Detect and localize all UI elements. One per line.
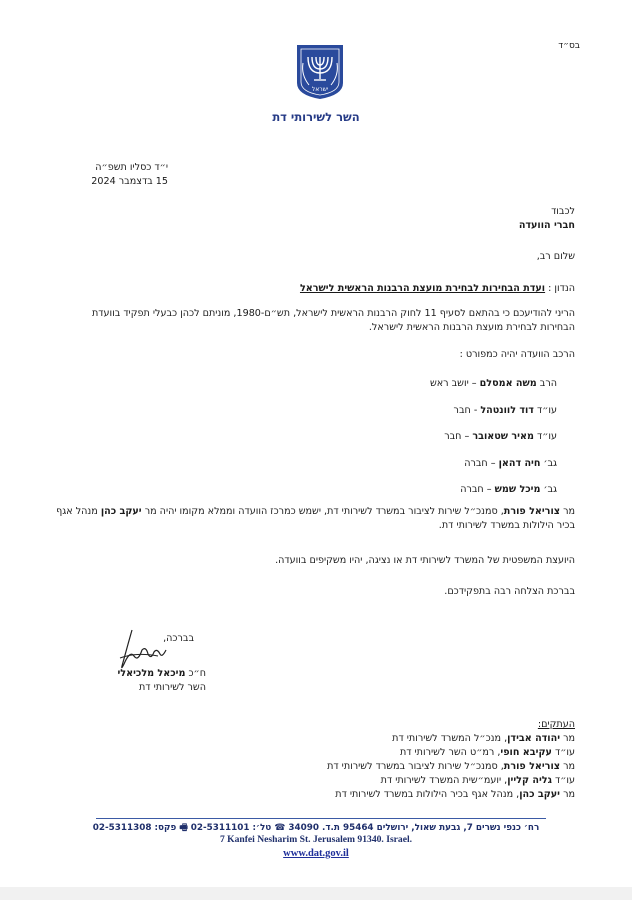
- copy-recipient: עו״ד עקיבא חופי, רמ״ט השר לשירותי דת: [399, 747, 575, 758]
- handwritten-signature: [110, 628, 170, 672]
- member-name: דוד לוונטהל: [480, 405, 534, 416]
- svg-text:ישראל: ישראל: [311, 86, 329, 93]
- letter-date: [48, 161, 168, 189]
- signatory-role: השר לשירותי דת: [139, 682, 206, 693]
- legal-advisor-paragraph: היועצת המשפטית של המשרד לשירותי דת או נציגה, יהיו משקיפים בוועדה.: [275, 555, 575, 566]
- committee-member: עו״ד דוד לוונטהל - חבר: [453, 405, 557, 416]
- copy-recipient: מר יהודה אבידן, מנכ״ל המשרד לשירותי דת: [392, 733, 575, 744]
- footer-rule: [96, 818, 546, 819]
- committee-member: הרב משה אמסלם – יושב ראש: [429, 378, 557, 389]
- member-name: מיכל שמש: [494, 484, 541, 495]
- signatory-name-line: ח״כ מיכאל מלכיאלי: [117, 668, 206, 679]
- copy-recipient: מר צוריאל פורת, סמנכ״ל שירות לציבור במשרד לשירותי דת: [327, 761, 575, 772]
- signatory-name: מיכאל מלכיאלי: [117, 668, 186, 679]
- member-name: משה אמסלם: [479, 378, 537, 389]
- subject-text: ועדת הבחירות לבחירת מועצת הרבנות הראשית לישראל: [299, 283, 546, 294]
- footer-website: [0, 848, 632, 859]
- coordinator-name: צוריאל פורת: [503, 506, 561, 517]
- recipient-honorific: לכבוד: [551, 206, 575, 217]
- gregorian-date: 15 בדצמבר 2024: [91, 176, 168, 187]
- signature-block: [96, 628, 206, 698]
- viewer-bottom-bar: [0, 887, 632, 900]
- footer-address-english: 7 Kanfei Nesharim St. Jerusalem 91340. Israel.: [219, 834, 413, 845]
- bsd-mark: בס״ד: [558, 41, 580, 51]
- committee-member: גב׳ מיכל שמש – חברה: [460, 484, 557, 495]
- copy-recipient: מר יעקב כהן, מנהל אגף בכיר הילולות במשרד לשירותי דת: [335, 789, 575, 800]
- member-name: מאיר שטאובר: [472, 431, 534, 442]
- website-link[interactable]: www.dat.gov.il: [283, 848, 349, 859]
- greeting: שלום רב,: [536, 251, 575, 262]
- committee-member: גב׳ חיה דהאן – חברה: [464, 458, 557, 469]
- subject-line: [300, 282, 575, 296]
- closing: בברכה,: [163, 633, 194, 644]
- minister-title: השר לשירותי דת: [272, 110, 360, 124]
- subject-label: הנדון :: [545, 283, 575, 294]
- deputy-name: יעקב כהן: [100, 506, 142, 517]
- footer-address-hebrew: רח׳ כנפי נשרים 7, גבעת שאול, ירושלים 95464 ת.ד. 34090 ☎ טל׳: 02-5311101 🖷 פקס: 02-5311308: [92, 823, 540, 833]
- committee-member: עו״ד מאיר שטאובר – חבר: [444, 431, 557, 442]
- composition-intro: הרכב הוועדה יהיה כמפורט :: [459, 349, 575, 360]
- blessing-line: בברכת הצלחה רבה בתפקידכם.: [444, 586, 575, 597]
- state-emblem-icon: [295, 43, 345, 100]
- recipient-block: [519, 205, 575, 233]
- recipient-name: חברי הוועדה: [518, 220, 575, 231]
- hebrew-date: י״ד כסליו תשפ״ה: [95, 162, 168, 173]
- copies-title: העתקים:: [537, 719, 575, 730]
- member-name: חיה דהאן: [498, 458, 541, 469]
- appointment-paragraph: הריני להודיעכם כי בהתאם לסעיף 11 לחוק הרבנות הראשית לישראל, תש״ם-1980, מוניתם לכהן כבעלי תפקיד בוועדת הבחירות לבחירת מועצת הרבנות הראשית לישראל.: [91, 308, 575, 333]
- coordinator-paragraph: מר צוריאל פורת, סמנכ״ל שירות לציבור במשרד לשירותי דת, ישמש כמרכז הוועדה וממלא מקומו יהיה מר יעקב כהן מנהל אגף בכיר הילולות במשרד לשירותי דת.: [56, 506, 575, 531]
- copy-recipient: עו״ד גליה קליין, יועמ״שית המשרד לשירותי דת: [380, 775, 575, 786]
